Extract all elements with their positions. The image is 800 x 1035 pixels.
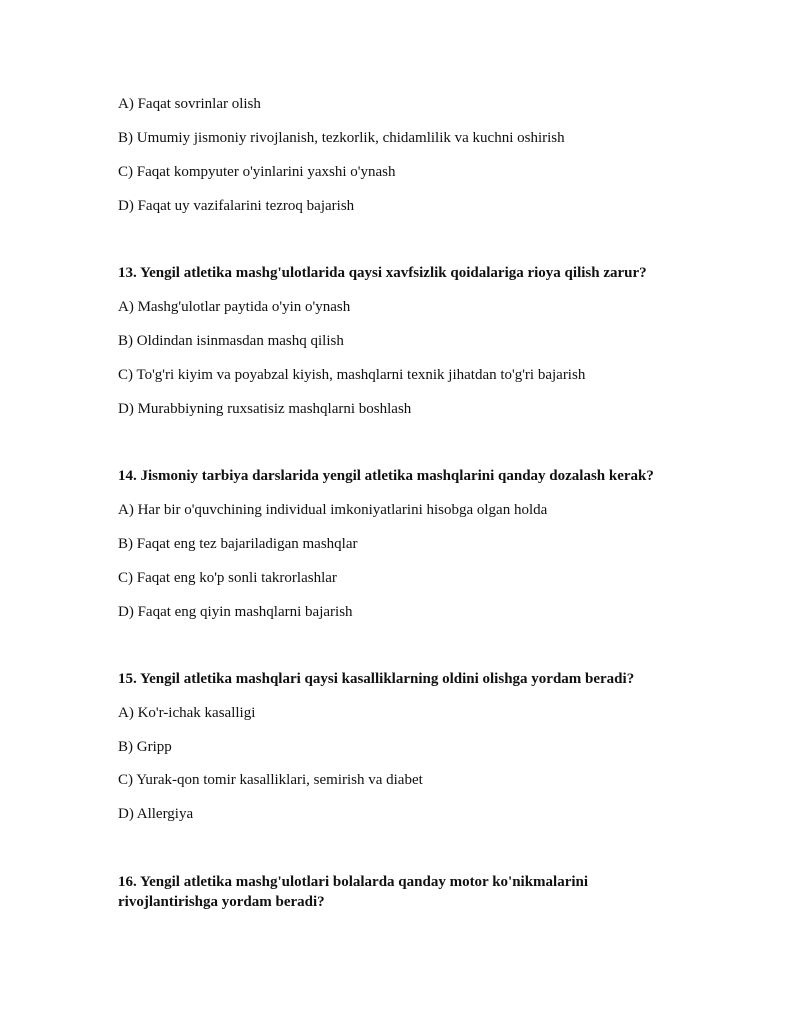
q12-option-d: D) Faqat uy vazifalarini tezroq bajarish <box>118 198 355 214</box>
q14-question: 14. Jismoniy tarbiya darslarida yengil atletika mashqlarini qanday dozalash kerak? <box>118 468 654 484</box>
q12-option-c: C) Faqat kompyuter o'yinlarini yaxshi o'ynash <box>118 164 396 180</box>
q15-option-d: D) Allergiya <box>118 806 194 822</box>
q14-option-c: C) Faqat eng ko'p sonli takrorlashlar <box>118 570 337 586</box>
q15-option-b: B) Gripp <box>118 739 172 755</box>
q15-question: 15. Yengil atletika mashqlari qaysi kasalliklarning oldini olishga yordam beradi? <box>118 671 635 687</box>
q14-option-d: D) Faqat eng qiyin mashqlarni bajarish <box>118 604 353 620</box>
q13-option-b: B) Oldindan isinmasdan mashq qilish <box>118 333 344 349</box>
q15-option-c: C) Yurak-qon tomir kasalliklari, semirish va diabet <box>118 772 423 788</box>
q12-option-b: B) Umumiy jismoniy rivojlanish, tezkorlik, chidamlilik va kuchni oshirish <box>118 130 565 146</box>
q16-question: 16. Yengil atletika mashg'ulotlari bolalarda qanday motor ko'nikmalarini rivojlantirishga yordam beradi? <box>118 874 589 910</box>
q14-option-a: A) Har bir o'quvchining individual imkoniyatlarini hisobga olgan holda <box>118 502 548 518</box>
q13-option-a: A) Mashg'ulotlar paytida o'yin o'ynash <box>118 299 351 315</box>
q13-option-c: C) To'g'ri kiyim va poyabzal kiyish, mashqlarni texnik jihatdan to'g'ri bajarish <box>118 367 586 383</box>
q14-option-b: B) Faqat eng tez bajariladigan mashqlar <box>118 536 358 552</box>
q12-option-a: A) Faqat sovrinlar olish <box>118 96 261 112</box>
q13-option-d: D) Murabbiyning ruxsatisiz mashqlarni boshlash <box>118 401 412 417</box>
q13-question: 13. Yengil atletika mashg'ulotlarida qaysi xavfsizlik qoidalariga rioya qilish zarur? <box>118 265 647 281</box>
q15-option-a: A) Ko'r-ichak kasalligi <box>118 705 256 721</box>
